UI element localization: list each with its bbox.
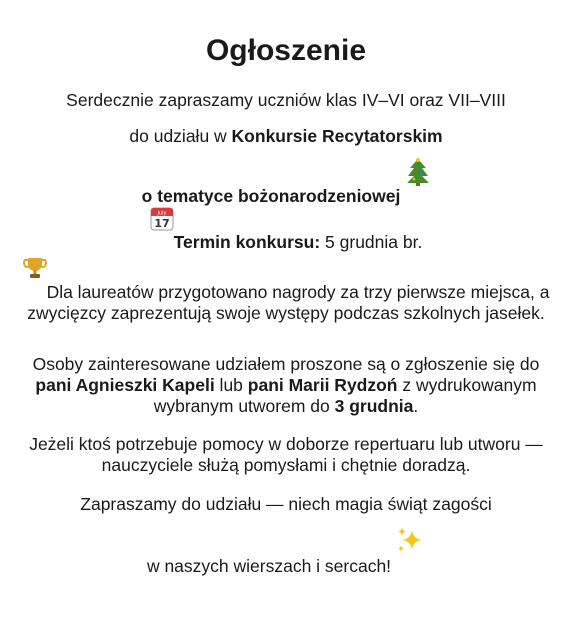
- signup-text-3: z wydrukowanym wybranym utworem do: [153, 375, 537, 416]
- term-line: [14, 210, 558, 253]
- signup-text-4: .: [413, 396, 419, 416]
- closing-line-2-text: w naszych wierszach i sercach!: [146, 556, 392, 576]
- prizes-paragraph: [20, 272, 552, 324]
- calendar-icon: [150, 210, 174, 250]
- calendar-day: 17: [154, 217, 170, 230]
- page-title: Ogłoszenie: [205, 34, 367, 67]
- intro-line-3: [14, 174, 558, 207]
- intro-line-1: Serdecznie zapraszamy uczniów klas IV–VI oraz VII–VIII: [66, 90, 506, 110]
- closing-line-1: Zapraszamy do udziału — niech magia świąt zagości: [80, 494, 492, 514]
- intro-line-2-text: do udziału w: [129, 126, 232, 146]
- closing-line-2: [14, 542, 558, 577]
- intro-line-2: [14, 126, 558, 147]
- prizes-text: Dla laureatów przygotowano nagrody za trzy pierwsze miejsca, a zwycięzcy zaprezentują swoje występy podczas szkolnych jasełek.: [27, 282, 550, 323]
- term-value: 5 grudnia br.: [320, 232, 423, 252]
- calendar-month: July: [157, 210, 167, 217]
- signup-text-2: lub: [214, 375, 248, 395]
- contest-theme: o tematyce bożonarodzeniowej: [141, 186, 401, 206]
- term-label: Termin konkursu:: [173, 232, 321, 252]
- signup-deadline: 3 grudnia: [334, 396, 414, 416]
- help-paragraph: Jeżeli ktoś potrzebuje pomocy w doborze repertuaru lub utworu — nauczyciele służą pomysłami i chętnie doradzą.: [29, 434, 543, 475]
- teacher-1: pani Agnieszki Kapeli: [35, 375, 215, 395]
- contest-name: Konkursie Recytatorskim: [231, 126, 443, 146]
- trophy-icon: [23, 275, 47, 301]
- christmas-tree-icon: [406, 177, 430, 205]
- teacher-2: pani Marii Rydzoń: [247, 375, 398, 395]
- sparkles-icon: [395, 546, 425, 576]
- signup-text-1: Osoby zainteresowane udziałem proszone są o zgłoszenie się do: [32, 354, 540, 374]
- signup-paragraph: [20, 354, 552, 417]
